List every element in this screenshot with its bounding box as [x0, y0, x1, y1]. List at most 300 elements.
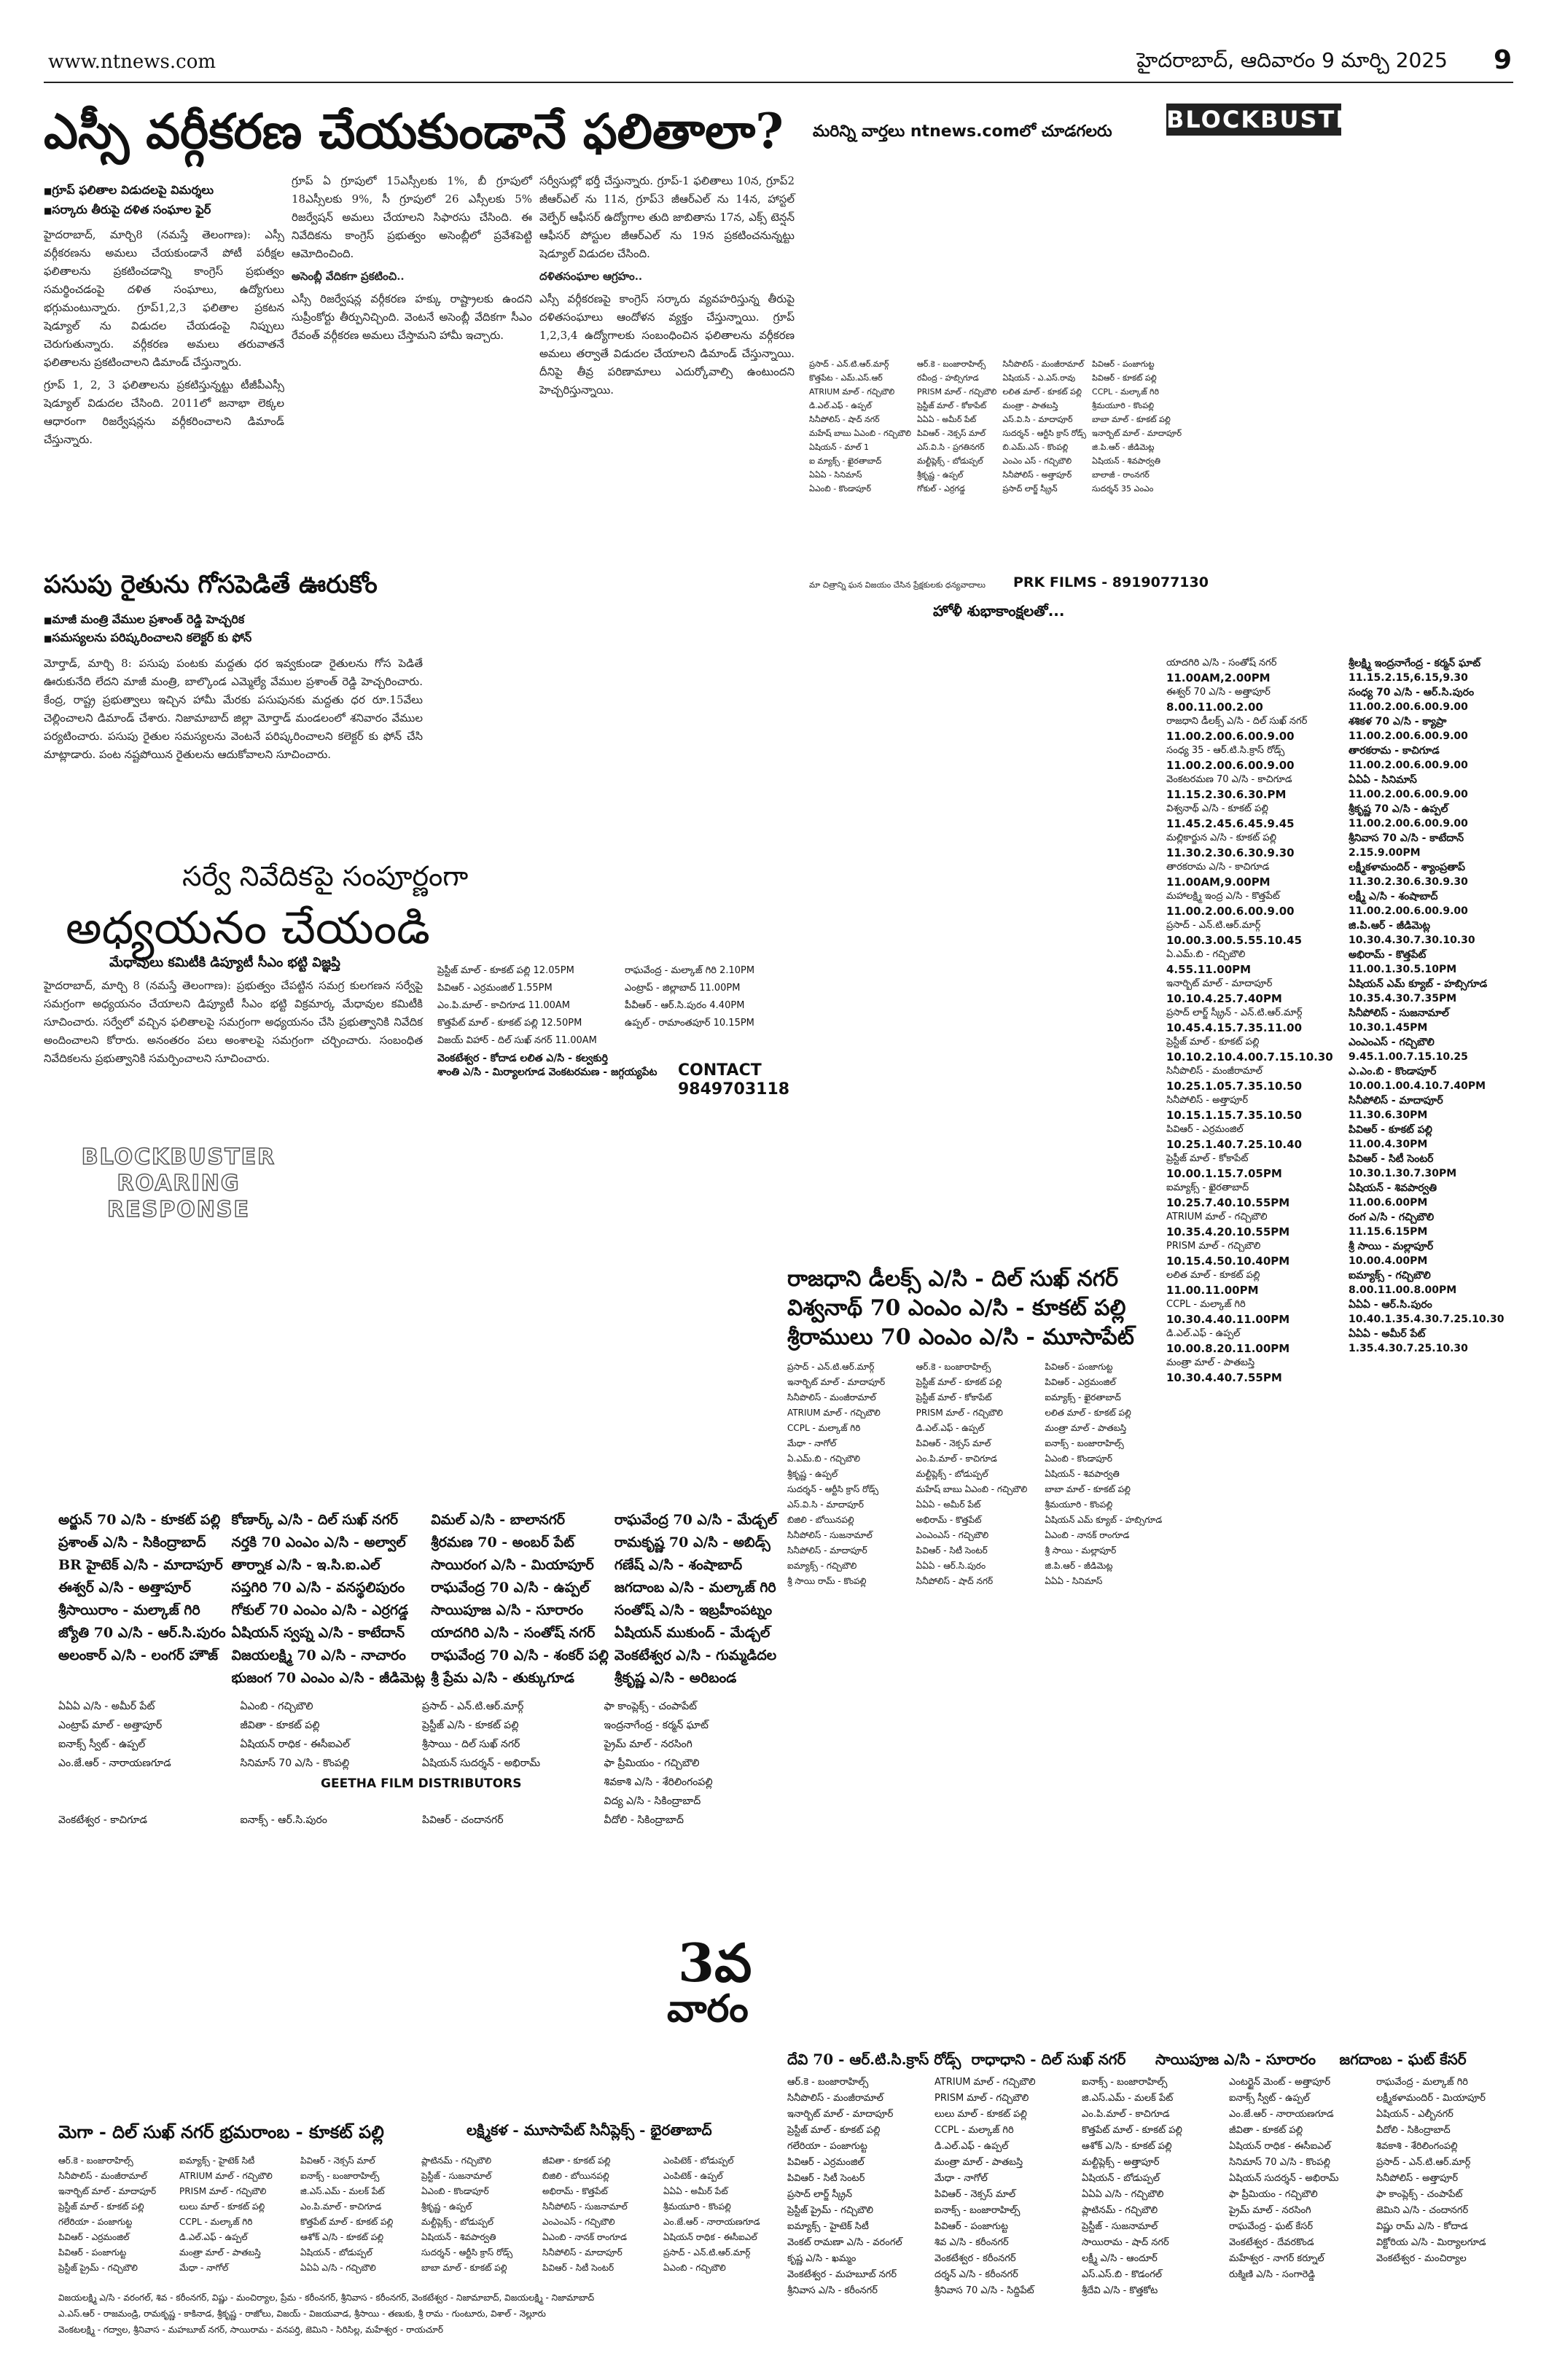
theatre-name: ఏఏఏ - సినిమాస్ — [1349, 774, 1417, 786]
theatre-name: ఐనాక్స్ స్వీట్ - ఉప్పల్ — [1229, 2093, 1310, 2104]
theatre-name: ఏఎంబి - నానక్ రాంగూడ — [542, 2232, 628, 2242]
theatre-name: ఏ.ఎమ్.బి - గచ్చిబౌలి — [787, 1454, 860, 1464]
theatre-name: గోకుల్ 70 ఎంఎం ఎ/సి - ఎర్రగడ్డ — [231, 1602, 409, 1618]
prk-theatre-list — [809, 357, 1182, 496]
theatre-name: CCPL - మల్కాజ్ గిరి — [787, 1423, 861, 1433]
bottom-col — [1376, 2075, 1516, 2299]
middle-ad-cell: విజయ్ విహార్ - దిల్ సుఖ్ నగర్ 11.00AM — [437, 1035, 597, 1046]
theatre-name: ఐనాక్స్ స్వీట్ - ఉప్పల్ — [58, 1739, 146, 1750]
prk-theatre: ATRIUM మాల్ - గచ్చిబౌలి — [809, 387, 895, 397]
theatre-name: ఫా కాంప్లెక్స్ - చంపాపేట్ — [1376, 2189, 1463, 2200]
prk-theatre: కొత్తపేట - ఎమ్.ఎస్.ఆర్ — [809, 373, 883, 383]
theatre-name: ప్రైమ్ మాల్ - నరసింగి — [604, 1739, 692, 1750]
theatre-name: తారకరామ - కాచిగూడ — [1349, 745, 1440, 757]
prk-theatre: ఏషియన్ - ఎ.ఎస్.రావు — [1002, 373, 1076, 383]
showtimes: 11.15.6.15PM — [1349, 1226, 1428, 1238]
showtimes: 1.35.4.30.7.25.10.30 — [1349, 1343, 1468, 1354]
theatre-name: ఐమ్యాక్స్ - గచ్చిబౌలి — [1349, 1270, 1431, 1281]
theatre-name: ఏ.ఎమ్.బి - గచ్చిబౌలి — [1166, 949, 1246, 960]
theatre-name: శ్రీసాయి - దిల్ సుఖ్ నగర్ — [422, 1739, 520, 1750]
theatre-name: మేధా - నాగోల్ — [934, 2173, 988, 2184]
theatre-name: సినీపొలిస్ - మంజీరామాల్ — [787, 1392, 876, 1402]
theatre-name: ఏషియన్ ఎమ్ క్యూబ్ - హబ్సిగూడ — [1349, 978, 1488, 990]
more-news-promo[interactable]: మరిన్ని వార్తలు ntnews.comలో చూడగలరు — [813, 122, 1112, 141]
theatre-name: లక్ష్మీ ఎ/సి - ఆందూర్ — [1082, 2253, 1158, 2264]
mid-banner-list — [787, 1359, 1166, 1589]
mega-footer: ఎ.ఎస్.ఆర్ - రాజమండ్రి, రామకృష్ణ - కాకినాడ, శ్రీకృష్ణ - రాజోలు, విజయ్ - విజయవాడ, శ్రీసాయి - తణుకు, శ్రీ రామ - గుంటూరు, విశాల్ - నెల్లూరు — [58, 2309, 546, 2319]
theatre-name: కోణార్క్ ఎ/సి - దిల్ సుఖ్ నగర్ — [231, 1512, 399, 1528]
holi-greeting: హోళీ శుభాకాంక్షలతో... — [933, 602, 1065, 620]
middle-ad-cell: రాఘవేంద్ర - మల్కాజ్ గిరి 2.10PM — [625, 965, 755, 976]
theatre-name: ఐనాక్స్ - బంజారాహిల్స్ — [1045, 1438, 1124, 1448]
prk-theatre: జి.పి.ఆర్ - జీడిమెట్ల — [1092, 442, 1155, 452]
theatre-name: బిజిలి - బోయినపల్లి — [542, 2171, 609, 2181]
theatre-name: జి.ఎస్.ఎమ్ - మలక్ పేట్ — [1082, 2093, 1174, 2104]
theatre-name: BR హైటెక్ ఎ/సి - మాదాపూర్ — [58, 1557, 223, 1573]
theatre-name: ఏషియన్ ముకుంద్ - మేడ్చల్ — [614, 1625, 770, 1641]
showtimes: 11.15.2.15,6.15,9.30 — [1349, 672, 1468, 684]
theatre-name: శ్రీనివాస ఎ/సి - కరీంనగర్ — [787, 2285, 878, 2296]
mega-footer: వెంకటలక్ష్మి - గద్వాల, శ్రీనివాస - మహబూబ్ నగర్, సాయిరామ - వనపర్తి, జెమిని - సిరిసిల్ల, మహేశ్వర - రాయచూర్ — [58, 2325, 444, 2335]
theatre-name: శ్రీలక్ష్మి ఇంద్రనాగేంద్ర - కర్మన్ ఘాట్ — [1349, 658, 1481, 669]
theatre-name: సినిమాస్ 70 ఎ/సి - కొంపల్లి — [1229, 2157, 1330, 2168]
theatre-name: ప్రెస్టీజ్ మాల్ - కూకట్ పల్లి — [1166, 1037, 1260, 1047]
theatre-name: శివకాశి - శేరిలింగంపల్లి — [1376, 2141, 1458, 2152]
prk-theatre: బాబా మాల్ - కూకట్ పల్లి — [1092, 415, 1171, 424]
showtimes: 10.25.1.05.7.35.10.50 — [1166, 1080, 1303, 1093]
showtimes: 11.00.2.00.6.00.9.00 — [1349, 789, 1468, 800]
theatre-name: మల్టీప్లెక్స్ - బోడుప్పల్ — [421, 2217, 493, 2227]
bb-line: BLOCKBUSTER — [81, 1144, 276, 1170]
theatre-name: సాయిపూజ ఎ/సి - సూరారం — [431, 1602, 584, 1618]
mid-banner-line: రాజధాని డీలక్స్ ఎ/సి - దిల్ సుఖ్ నగర్ — [787, 1266, 1119, 1292]
showtimes: 11.30.2.30.6.30.9.30 — [1349, 876, 1468, 888]
theatre-name: ఎంపిటెక్ - ఉప్పల్ — [663, 2171, 723, 2181]
lead-para: ఎస్సీ వర్గీకరణపై కాంగ్రెస్ సర్కారు వ్యవహరిస్తున్న తీరుపై దళితసంఘాలు ఆందోళన వ్యక్తం చేస్తున్నాయి. గ్రూప్ 1,2,3,4 ఉద్యోగాలకు సంబంధించిన ఫలితాలను వర్గీకరణ అమలు తర్వాతే విడుదల చేయాలని డిమాండ్ చేస్తున్నాయి. దీనిపై తీవ్ర పరిణామాలు ఎదుర్కోవాల్సి ఉంటుందని హెచ్చరిస్తున్నాయి. — [539, 292, 795, 397]
theatre-name: మంత్రా మాల్ - పాతబస్తి — [1166, 1357, 1255, 1368]
theatre-name: ఏషియన్ - బోడుప్పల్ — [300, 2247, 372, 2258]
lead-subhead: దళితసంఘాల ఆగ్రహం.. — [539, 270, 643, 283]
theatre-name: అలంకార్ ఎ/సి - లంగర్ హౌజ్ — [58, 1647, 219, 1663]
theatre-name: జెమిని ఎ/సి - చందానగర్ — [1376, 2205, 1469, 2216]
theatre-name: పివిఆర్ - నెక్సస్ మాల్ — [300, 2155, 375, 2166]
mid-banner-line: విశ్వనాథ్ 70 ఎంఎం ఎ/సి - కూకట్ పల్లి — [787, 1295, 1126, 1321]
lead-para: గ్రూప్ 1, 2, 3 ఫలితాలను ప్రకటిస్తున్నట్టు టీజీపీఎస్సీ షెడ్యూల్ విడుదల చేసింది. 2011లో జనాభా లెక్కల ఆధారంగా రిజర్వేషన్లను వర్గీకరించాలని డిమాండ్ చేస్తున్నారు. — [44, 378, 284, 446]
lead-para: ఎస్సీ రిజర్వేషన్ల వర్గీకరణ హక్కు రాష్ట్రాలకు ఉందని సుప్రీంకోర్టు తీర్పునిచ్చింది. వెంటనే అసెంబ్లీ వేదికగా సీఎం రేవంత్ వర్గీకరణ అమలు చేస్తామని హామీ ఇచ్చారు. — [292, 292, 532, 342]
theatre-name: శ్రీకృష్ణ - ఉప్పల్ — [787, 1469, 838, 1479]
prk-theatre: మహేష్ బాబు ఏఎంబి - గచ్చిబౌలి — [809, 429, 911, 438]
theatre-name: ప్రసాద్ - ఎన్.టి.ఆర్.మార్గ్ — [422, 1701, 524, 1712]
theatre-name: ఏఏఏ ఎ/సి - అమీర్ పేట్ — [58, 1701, 155, 1712]
theatre-name: ప్రసాద్ లార్జ్ స్క్రీన్ - ఎన్.టి.ఆర్.మార్గ్ — [1166, 1007, 1303, 1018]
showtimes: 11.00.4.30PM — [1349, 1139, 1428, 1150]
theatre-name: ప్రైమ్ మాల్ - నరసింగి — [1229, 2205, 1311, 2216]
theatre-name: జగదాంబ - ఘట్ కేసర్ — [1339, 2051, 1467, 2068]
prk-theatre: మల్టీప్లెక్స్ - బోడుప్పల్ — [916, 456, 983, 466]
prk-theatre: ఏషియన్ - మాల్ 1 — [809, 442, 869, 452]
theatre-name: డి.ఎల్.ఎఫ్ - ఉప్పల్ — [916, 1423, 985, 1433]
showtimes: 10.35.4.30.7.35PM — [1349, 993, 1457, 1004]
theatre-name: శ్రీదేవి ఎ/సి - కొత్తకోట — [1082, 2285, 1158, 2296]
middle-ad-cell: ఎం.పి.మాల్ - కాచిగూడ 11.00AM — [437, 1000, 571, 1011]
theatre-name: ATRIUM మాల్ - గచ్చిబౌలి — [1166, 1212, 1268, 1222]
theatre-name: లులు మాల్ - కూకట్ పల్లి — [934, 2109, 1027, 2120]
theatre-name: ప్రెస్టీజ్ మాల్ - కూకట్ పల్లి — [58, 2201, 144, 2212]
showtimes: 9.45.1.00.7.15.10.25 — [1349, 1051, 1468, 1063]
theatre-name: ఆర్.కె - బంజారాహిల్స్ — [787, 2077, 869, 2088]
theatre-name: సినీపోలిస్ - షాద్ నగర్ — [916, 1576, 994, 1586]
theatre-name: సాయిరామ - షాద్ నగర్ — [1082, 2237, 1169, 2248]
prk-theatre: పివిఆర్ - పంజాగుట్ట — [1092, 359, 1155, 369]
theatre-name: పివిఆర్ - సిటీ సెంటర్ — [542, 2263, 614, 2273]
theatre-name: ఐనాక్స్ - బంజారాహిల్స్ — [934, 2205, 1021, 2216]
lead-bullet: ■ గ్రూప్ ఫలితాల విడుదలపై విమర్శలు — [44, 182, 284, 199]
blockbuster-roaring-response — [69, 1144, 288, 1223]
theatre-name: ఐమ్యాక్స్ - ఖైరతాబాద్ — [1166, 1182, 1249, 1193]
middle-ad-bold: శాంతి ఎ/సి - మిర్యాలగూడ వెంకటరమణ - జగ్గయ్యపేట — [437, 1066, 657, 1078]
theatre-name: ఐమ్యాక్స్ - ఖైరతాబాద్ — [1045, 1392, 1121, 1402]
theatre-name: జీవితా - కూకట్ పల్లి — [1229, 2125, 1303, 2136]
prk-theatre: గోకుల్ - ఎర్రగడ్డ — [916, 484, 965, 493]
theatre-name: పివిఆర్ - కూకట్ పల్లి — [1349, 1124, 1432, 1136]
theatre-name: రాఘవేంద్ర 70 ఎ/సి - ఉప్పల్ — [431, 1580, 590, 1596]
middle-ad-cell: ఉప్పల్ - రామాంతపూర్ 10.15PM — [625, 1018, 754, 1029]
theatre-name: శ్రీ సాయి - మల్లాపూర్ — [1349, 1241, 1434, 1252]
theatre-name: ఎంఎంఎస్ - గచ్చిబౌలి — [916, 1530, 989, 1540]
theatre-name: మహాలక్ష్మి ఇంద్ర ఎ/సి - కొత్తపేట్ — [1166, 891, 1280, 902]
bottom-cols — [787, 2075, 1516, 2299]
theatre-name: సినీపొలిస్ - మంజీరామాల్ — [787, 2093, 883, 2104]
bb-line: ROARING — [117, 1171, 241, 1196]
spacer — [1345, 1370, 1516, 1385]
prk-theatre: పివిఆర్ - కూకట్ పల్లి — [1092, 373, 1157, 383]
theatre-name: జి.ఎస్.ఎమ్ - మలక్ పేట్ — [300, 2186, 385, 2196]
theatre-name: తారకరామ ఎ/సి - కాచిగూడ — [1166, 862, 1270, 873]
showtimes: 11.00.2.00.6.00.9.00 — [1349, 730, 1468, 742]
theatre-name: సాయిరంగ ఎ/సి - మియాపూర్ — [431, 1557, 594, 1573]
theatre-name: ప్రెస్టీజ్ - సుజనామాల్ — [1082, 2221, 1158, 2232]
theatre-name: ఏషియన్ రాధిక - ఈసీఐఎల్ — [240, 1739, 350, 1750]
theatre-name: పివిఆర్ - పంజాగుట్ట — [1045, 1362, 1113, 1372]
theatre-name: శ్రీమయూరి - కొంపల్లి — [663, 2201, 731, 2212]
theatre-name: ఏఏఏ ఎ/సి - గచ్చిబౌలి — [300, 2263, 376, 2273]
theatre-name: ఎం.పి.మాల్ - కాచిగూడ — [1082, 2109, 1170, 2120]
theatre-name: సంతోష్ ఎ/సి - ఇబ్రహీంపట్నం — [614, 1602, 773, 1618]
theatre-name — [58, 1792, 235, 1811]
theatre-name: ఈశ్వర్ ఎ/సి - అత్తాపూర్ — [58, 1580, 191, 1596]
theatre-name: ఎంట్రాప్ మాల్ - అత్తాపూర్ — [58, 1720, 163, 1731]
theatre-name: సుదర్శన్ - ఆర్టీసి క్రాస్ రోడ్స్ — [421, 2247, 513, 2258]
theatre-name: రాఘవేంద్ర - ఘట్ కేసర్ — [1229, 2221, 1314, 2232]
showtimes: 11.00.2.00.6.00.9.00 — [1166, 905, 1295, 918]
theatre-name: ఏఎంబి - కొండాపూర్ — [1045, 1454, 1113, 1464]
theatre-name: PRISM మాల్ - గచ్చిబౌలి — [934, 2093, 1029, 2104]
theatre-name: ఏఎంబి - గచ్చిబౌలి — [240, 1701, 313, 1712]
theatre-name: ఏఏఏ - సినిమాస్ — [1045, 1576, 1103, 1586]
prk-theatre: ప్రసాద్ - ఎన్.టి.ఆర్.మార్గ్ — [809, 359, 889, 369]
theatre-name: CCPL - మల్కాజ్ గిరి — [1166, 1299, 1246, 1310]
mega-footer: విజయలక్ష్మి ఎ/సి - వరంగల్, శివ - కరీంనగర్, విష్ణు - మంచిర్యాల, ప్రేమ - కరీంనగర్, శ్రీనివాస - కరీంనగర్, వెంకటేశ్వర - నిజామాబాద్, విజయలక్ష్మి - నిజామాబాద్ — [58, 2293, 595, 2303]
showtimes: 10.00.1.15.7.05PM — [1166, 1167, 1282, 1180]
theatre-name: ఇనార్బిట్ మాల్ - మాదాపూర్ — [787, 1377, 886, 1387]
theatre-name: శ్రీ సాయి - మల్లాపూర్ — [1045, 1545, 1117, 1556]
prk-theatre: పివిఆర్ - నెక్సస్ మాల్ — [916, 429, 986, 438]
theatre-name — [58, 1667, 226, 1690]
theatre-name: వెంకటేశ్వర - దేవరకొండ — [1229, 2237, 1314, 2248]
showtimes: 10.15.4.50.10.40PM — [1166, 1255, 1290, 1268]
theatre-name: ఏషియన్ సుదర్శన్ - అభిరామ్ — [1229, 2173, 1339, 2184]
theatre-name: ప్రెస్టీజ్ ఎ/సి - కూకట్ పల్లి — [422, 1720, 519, 1731]
theatre-name: రాఘవేంద్ర - మల్కాజ్ గిరి — [1376, 2077, 1468, 2088]
theatre-name: ఎం.పి.మాల్ - కాచిగూడ — [916, 1454, 997, 1464]
showtimes: 11.30.2.30.6.30.9.30 — [1166, 846, 1295, 859]
theatre-name: పివిఆర్ - ఎర్రమంజిల్ — [58, 2232, 130, 2242]
theatre-name: విశ్వనాథ్ ఎ/సి - కూకట్ పల్లి — [1166, 803, 1268, 814]
theatre-name: యాదగిరి ఎ/సి - సంతోష్ నగర్ — [1166, 658, 1277, 668]
theatre-name: ఎంటర్టైన్ మెంట్ - అత్తాపూర్ — [1229, 2077, 1331, 2088]
theatre-name: విద్య ఎ/సి - సికింద్రాబాద్ — [604, 1795, 701, 1807]
theatre-name: ఐనాక్స్ - బంజారాహిల్స్ — [1082, 2077, 1168, 2088]
theatre-name: మేధా - నాగోల్ — [787, 1438, 837, 1448]
theatre-name: పివిఆర్ - నెక్సస్ మాల్ — [916, 1438, 991, 1448]
theatre-name: నర్తకి 70 ఎంఎం ఎ/సి - అల్వాల్ — [231, 1534, 406, 1550]
theatre-name: ఏషియన్ ఎమ్ క్యూబ్ - హబ్సిగూడ — [1045, 1515, 1163, 1525]
theatre-name: వెంకటేశ్వర - కరీంనగర్ — [934, 2253, 1016, 2264]
showtimes: 10.30.1.45PM — [1349, 1022, 1428, 1034]
theatre-name: తార్నాక ఎ/సి - ఇ.సి.ఐ.ఎల్ — [231, 1557, 381, 1573]
mega-cols — [58, 2153, 780, 2276]
theatre-name: శ్రీనివాస 70 ఎ/సి - సిద్దిపేట్ — [934, 2285, 1034, 2296]
mega-col — [179, 2153, 296, 2276]
theatre-name: ATRIUM మాల్ - గచ్చిబౌలి — [787, 1408, 881, 1418]
spacer — [1345, 1356, 1516, 1370]
middle-ad-cell: ప్రెస్టీజ్ మాల్ - కూకట్ పల్లి 12.05PM — [437, 965, 574, 976]
survey-headline: అధ్యయనం చేయండి — [66, 901, 430, 954]
theatre-name: ప్రశాంత్ ఎ/సి - సికింద్రాబాద్ — [58, 1534, 206, 1550]
theatre-name: జి.పి.ఆర్ - జీడిమెట్ల — [1045, 1561, 1113, 1571]
theatre-name: శ్రీకృష్ణ - ఉప్పల్ — [421, 2201, 472, 2212]
mega-col — [542, 2153, 659, 2276]
theatre-name: అభిరామ్ - కొత్తపేట్ — [916, 1515, 982, 1525]
mega-col — [300, 2153, 417, 2276]
theatre-name: ప్రెస్టీజ్ మాల్ - కూకట్ పల్లి — [787, 2125, 881, 2136]
theatre-name: మల్టీప్లెక్స్ - బోడుప్పల్ — [916, 1469, 988, 1479]
middle-ad-bold: వెంకటేశ్వర - కోదాడ లలిత ఎ/సి - కల్వకుర్తి — [437, 1053, 608, 1064]
theatre-name: ఏఏఏ - అమీర్ పేట్ — [916, 1499, 981, 1510]
prk-theatre: సినీపోలిస్ - అత్తాపూర్ — [1002, 470, 1072, 480]
theatre-name: ఎం.జే.ఆర్ - నారాయణగూడ — [1229, 2109, 1334, 2120]
theatre-name: మంత్రా మాల్ - పాతబస్తి — [1045, 1423, 1127, 1433]
left-grid-small — [58, 1697, 780, 1830]
theatre-name: ఏషియన్ రాధిక - ఈసీఐఎల్ — [1229, 2141, 1331, 2152]
prk-theatre: శ్రీమయూరి - కొంపల్లి — [1092, 401, 1155, 410]
bottom-row1 — [787, 2048, 1516, 2070]
theatre-name: ఆర్.కె - బంజారాహిల్స్ — [916, 1362, 991, 1372]
showtimes: 11.00.2.00.6.00.9.00 — [1166, 759, 1295, 772]
theatre-name: ATRIUM మాల్ - గచ్చిబౌలి — [934, 2077, 1036, 2088]
mid-banner-line: శ్రీరాములు 70 ఎంఎం ఎ/సి - మూసాపేట్ — [787, 1324, 1134, 1350]
theatre-name: ఏఎంబి - నానక్ రాంగూడ — [1045, 1530, 1130, 1540]
theatre-name: ఫా ప్రీమియం - గచ్చిబౌలి — [604, 1757, 700, 1769]
theatre-name: సినీపొలిస్ - మంజీరామాల్ — [1166, 1066, 1263, 1077]
showtimes: 4.55.11.00PM — [1166, 963, 1252, 976]
dateline: హైదరాబాద్, ఆదివారం 9 మార్చి 2025 — [1136, 48, 1448, 72]
theatre-name: సినీపోలిస్ - మాదాపూర్ — [542, 2247, 623, 2258]
showtimes: 2.15.9.00PM — [1349, 847, 1421, 859]
theatre-name: శ్రీకృష్ణ ఎ/సి - అరిబండ — [614, 1670, 737, 1686]
theatre-name: పివిఆర్ - చందానగర్ — [422, 1814, 504, 1826]
theatre-name: మంత్రా మాల్ - పాతబస్తి — [179, 2247, 261, 2258]
farmers-bullet: ■ సమస్యలను పరిష్కరించాలని కలెక్టర్ కు ఫోన్ — [44, 629, 423, 647]
theatre-name: ఎస్.వి.సి - మాదాపూర్ — [787, 1499, 864, 1510]
showtimes: 11.00.2.00.6.00.9.00 — [1349, 818, 1468, 830]
prk-theatre: ఆర్.కె - బంజారాహిల్స్ — [916, 359, 986, 369]
theatre-name: కొత్తపేట్ మాల్ - కూకట్ పల్లి — [1082, 2125, 1182, 2136]
theatre-name: లక్ష్మీ ఎ/సి - శంషాబాద్ — [1349, 891, 1438, 902]
prk-tagline: మా చిత్రాన్ని ఘన విజయం చేసిన ప్రేక్షకులకు ధన్యవాదాలు — [809, 580, 986, 590]
theatre-name: లలిత మాల్ - కూకట్ పల్లి — [1045, 1408, 1131, 1418]
survey-body — [44, 977, 423, 1072]
theatre-name: ఆశోక్ ఎ/సి - కూకట్ పల్లి — [1082, 2141, 1172, 2152]
theatre-name: ఆశోక్ ఎ/సి - కూకట్ పల్లి — [300, 2232, 384, 2242]
theatre-name: ఐనాక్స్ - బంజారాహిల్స్ — [300, 2171, 380, 2181]
theatre-name: ఏషియన్ రాధిక - ఈసీఐఎల్ — [663, 2232, 757, 2242]
theatre-name: సుదర్శన్ - ఆర్టీసి క్రాస్ రోడ్స్ — [787, 1484, 879, 1494]
theatre-name: వెంకటేశ్వర ఎ/సి - గుమ్మడిదల — [614, 1647, 777, 1663]
theatre-name: సినీపోలిస్ - అత్తాపూర్ — [1166, 1095, 1249, 1106]
theatre-name: పివిఆర్ - నెక్సస్ మాల్ — [934, 2189, 1016, 2200]
theatre-name: రాజధాని డీలక్స్ ఎ/సి - దిల్ సుఖ్ నగర్ — [1166, 716, 1308, 727]
theatre-name: ఏషియన్ సుదర్శన్ - అభిరామ్ — [422, 1757, 541, 1769]
theatre-name: ఇనార్బిట్ మాల్ - మాదాపూర్ — [787, 2109, 894, 2120]
theatre-name: భుజంగ 70 ఎంఎం ఎ/సి - జీడిమెట్ల — [231, 1670, 426, 1686]
theatre-name: ఏఏఏ - ఆర్.సి.పురం — [916, 1561, 986, 1571]
theatre-name — [422, 1792, 598, 1811]
prk-theatre: ఏఏఏ - అమీర్ పేట్ — [916, 415, 977, 424]
prk-theatre: బి.ఎమ్.ఎస్ - కొంపల్లి — [1002, 442, 1069, 452]
theatre-name: విక్టోరియ ఎ/సి - మిర్యాలగూడ — [1376, 2237, 1486, 2248]
showtimes: 10.30.4.40.11.00PM — [1166, 1313, 1290, 1326]
theatre-name: ఇనార్బిట్ మాల్ - మాదాపూర్ — [58, 2186, 157, 2196]
prk-ad — [809, 357, 1182, 576]
prk-theatre: ఇనార్బిట్ మాల్ - మాదాపూర్ — [1092, 429, 1182, 438]
theatre-name: ఏషియన్ - శివపార్వతి — [421, 2232, 496, 2242]
prk-theatre: ఎస్.వి.సి - మాదాపూర్ — [1002, 415, 1073, 424]
theatre-name: ఎ.ఎం.బి - కొండాపూర్ — [1349, 1066, 1437, 1077]
prk-theatre: శ్రీకృష్ణ - ఉప్పల్ — [916, 470, 964, 480]
middle-ad-cell: పీవీఆర్ - ఆర్.సి.పురం 4.40PM — [625, 1000, 745, 1011]
prk-theatre: PRISM మాల్ - గచ్చిబౌలి — [916, 387, 997, 397]
contact-label: CONTACT — [678, 1061, 762, 1080]
theatre-name: మేధా - నాగోల్ — [179, 2263, 229, 2273]
prk-theatre: సుదర్శన్ 35 ఎంఎం — [1092, 484, 1154, 493]
showtimes: 11.00.11.00PM — [1166, 1284, 1259, 1297]
theatre-name: అభిరామ్ - కొత్తపేట్ — [542, 2186, 608, 2196]
theatre-name: ఐమ్యాక్స్ - గచ్చిబౌలి — [787, 1561, 857, 1571]
showtimes: 10.15.1.15.7.35.10.50 — [1166, 1109, 1303, 1122]
showtimes: 11.00.2.00.6.00.9.00 — [1349, 760, 1468, 771]
theatre-name: PRISM మాల్ - గచ్చిబౌలి — [179, 2186, 267, 2196]
theatre-name: సినీపోలిస్ - మాదాపూర్ — [787, 1545, 867, 1556]
showtimes: 10.00.3.00.5.55.10.45 — [1166, 934, 1303, 947]
lead-bullet: ■ సర్కారు తీరుపై దళిత సంఘాల ఫైర్ — [44, 202, 284, 219]
geetha-distributor: GEETHA FILM DISTRIBUTORS — [321, 1776, 522, 1791]
theatre-name: ఇంద్రనాగేంద్ర - కర్మన్ ఘాట్ — [604, 1720, 709, 1731]
showtimes: 10.00.1.00.4.10.7.40PM — [1349, 1080, 1486, 1092]
lead-para: సర్వీసుల్లో భర్తీ చేస్తున్నారు. గ్రూప్-1 ఫలితాలు 10న, గ్రూప్2 జీఆర్ఎల్ ను 11న, గ్రూప్3 జీఆర్ఎల్ ను 14న, హాస్టల్ వెల్ఫేర్ ఆఫీసర్ ఉద్యోగాల తుది జాబితాను 17న, ఎక్స్ టెన్షన్ ఆఫీసర్ పోస్టుల జీఆర్ఎల్ ను 19న ప్రకటించనున్నట్టు షెడ్యూల్ విడుదల చేసింది. — [539, 174, 795, 260]
mega-title: లక్ష్మికళ - మూసాపేట్ సినీప్లెక్స్ - భైరతాబాద్ — [467, 2121, 712, 2139]
showtimes: 11.00AM,9.00PM — [1166, 875, 1271, 889]
mega-col — [663, 2153, 780, 2276]
theatre-name: సినీపోలిస్ - సుజనామాల్ — [542, 2201, 628, 2212]
theatre-name: ఐమ్యాక్స్ - హైటెక్ సిటీ — [787, 2221, 869, 2232]
theatre-name: శ్రీకృష్ణ 70 ఎ/సి - ఉప్పల్ — [1349, 803, 1448, 815]
bottom-col — [787, 2075, 927, 2299]
theatre-name: ప్రెస్టీజ్ ప్రైమ్ - గచ్చిబౌలి — [787, 2205, 874, 2216]
theatre-name: శశికళ 70 ఎ/సి - క్యాప్రా — [1349, 716, 1447, 727]
theatre-name: సినీపోలిస్ - అత్తాపూర్ — [1376, 2173, 1459, 2184]
prk-theatre: డి.ఎల్.ఎఫ్ - ఉప్పల్ — [809, 401, 872, 410]
prk-theatre: రవీంద్ర - హబ్సిగూడ — [916, 373, 979, 383]
prk-distributor: PRK FILMS - 8919077130 — [1013, 574, 1209, 590]
theatre-name: ఏఏఏ ఎ/సి - గచ్చిబౌలి — [1082, 2189, 1164, 2200]
theatre-name: బిజిలి - బోయినపల్లి — [787, 1515, 854, 1525]
theatre-name: ప్రెస్టీజ్ - సుజనామాల్ — [421, 2171, 492, 2181]
theatre-name: ఎం.జే.ఆర్ - నారాయణగూడ — [58, 1757, 171, 1769]
mega-title: మెగా - దిల్ సుఖ్ నగర్ భ్రమరాంబ - కూకట్ పల్లి — [58, 2121, 384, 2142]
theatre-name: జీవితా - కూకట్ పల్లి — [542, 2155, 611, 2166]
lead-para: హైదరాబాద్, మార్చి8 (నమస్తే తెలంగాణ): ఎస్సీ వర్గీకరణను అమలు చేయకుండానే పోటీ పరీక్షల ఫలితాలను ప్రకటించడాన్ని కాంగ్రెస్ ప్రభుత్వం సమర్థించడంపై దళిత సంఘాలు, ఉద్యోగులు భగ్గుమంటున్నారు. గ్రూప్1,2,3 ఫలితాల ప్రకటన షెడ్యూల్ ను విడుదల చేయడంపై నిప్పులు చెరుగుతున్నారు. వర్గీకరణ అమలు తరువాతనే ఫలితాలను ప్రకటించాలని డిమాండ్ చేస్తున్నారు. — [44, 228, 284, 369]
theatre-name: కృష్ణ ఎ/సి - ఖమ్మం — [787, 2253, 856, 2264]
theatre-name: లక్ష్మీకళామందిర్ - మియాపూర్ — [1376, 2093, 1486, 2104]
theatre-name: ఏషియన్ - ఎల్బీనగర్ — [1376, 2109, 1453, 2120]
theatre-name: ఎం.జే.ఆర్ - నారాయణగూడ — [663, 2217, 760, 2227]
theatre-name: శ్రీరమణ 70 - అంబర్ పేట్ — [431, 1534, 574, 1550]
theatre-name: ఎం.పి.మాల్ - కాచిగూడ — [300, 2201, 382, 2212]
theatre-name: కొత్తపేట్ మాల్ - కూకట్ పల్లి — [300, 2217, 394, 2227]
col3-rows — [1349, 656, 1516, 1356]
bottom-col — [934, 2075, 1074, 2299]
bottom-col — [1082, 2075, 1222, 2299]
showtimes: 10.25.7.40.10.55PM — [1166, 1196, 1290, 1209]
lead-col-2 — [292, 172, 532, 349]
theatre-name: ప్లాటినమ్ - గచ్చిబౌలి — [1082, 2205, 1158, 2216]
showtimes: 11.00.1.30.5.10PM — [1349, 964, 1457, 975]
middle-ad-cell — [625, 1032, 802, 1050]
mega-col — [58, 2153, 175, 2276]
site-url[interactable]: www.ntnews.com — [48, 51, 216, 73]
theatre-name: పివిఆర్ - సిటీ సెంటర్ — [1349, 1153, 1434, 1165]
theatre-name: లలిత మాల్ - కూకట్ పల్లి — [1166, 1270, 1260, 1281]
theatre-name: గలేరియా - పంజాగుట్ట — [58, 2217, 133, 2227]
lead-subhead: అసెంబ్లీ వేదికగా ప్రకటించి.. — [292, 270, 405, 283]
theatre-name: ఏషియన్ - శివపార్వతి — [1349, 1182, 1437, 1194]
showtimes: 10.45.4.15.7.35.11.00 — [1166, 1021, 1303, 1034]
theatre-name: మల్టీప్లెక్స్ - అత్తాపూర్ — [1082, 2157, 1160, 2168]
theatre-name: సినీపోలిస్ - మాదాపూర్ — [1349, 1095, 1443, 1107]
theatre-name: జగదాంబ ఎ/సి - మల్కాజ్ గిరి — [614, 1580, 776, 1596]
prk-theatre: లలిత మాల్ - కూకట్ పల్లి — [1002, 387, 1082, 397]
theatre-name: ATRIUM మాల్ - గచ్చిబౌలి — [179, 2171, 273, 2181]
theatre-name: ఎస్.ఎస్.బి - కొడంగల్ — [1082, 2269, 1162, 2280]
theatre-name: రాఘవేంద్ర 70 ఎ/సి - శంకర్ పల్లి — [431, 1647, 609, 1663]
theatre-name: రాధాధాని - దిల్ సుఖ్ నగర్ — [971, 2051, 1126, 2068]
middle-ad-cell: ఎంట్రాప్ - జిల్లాబాద్ 11.00PM — [625, 983, 741, 994]
theatre-name: రామకృష్ణ 70 ఎ/సి - అబిడ్స్ — [614, 1534, 770, 1550]
theatre-name: ఈశ్వర్ 70 ఎ/సి - అత్తాపూర్ — [1166, 687, 1271, 698]
showtimes: 11.00.2.00.6.00.9.00 — [1349, 905, 1468, 917]
theatre-name: ప్రసాద్ - ఎన్.టి.ఆర్.మార్గ్ — [1376, 2157, 1471, 2168]
